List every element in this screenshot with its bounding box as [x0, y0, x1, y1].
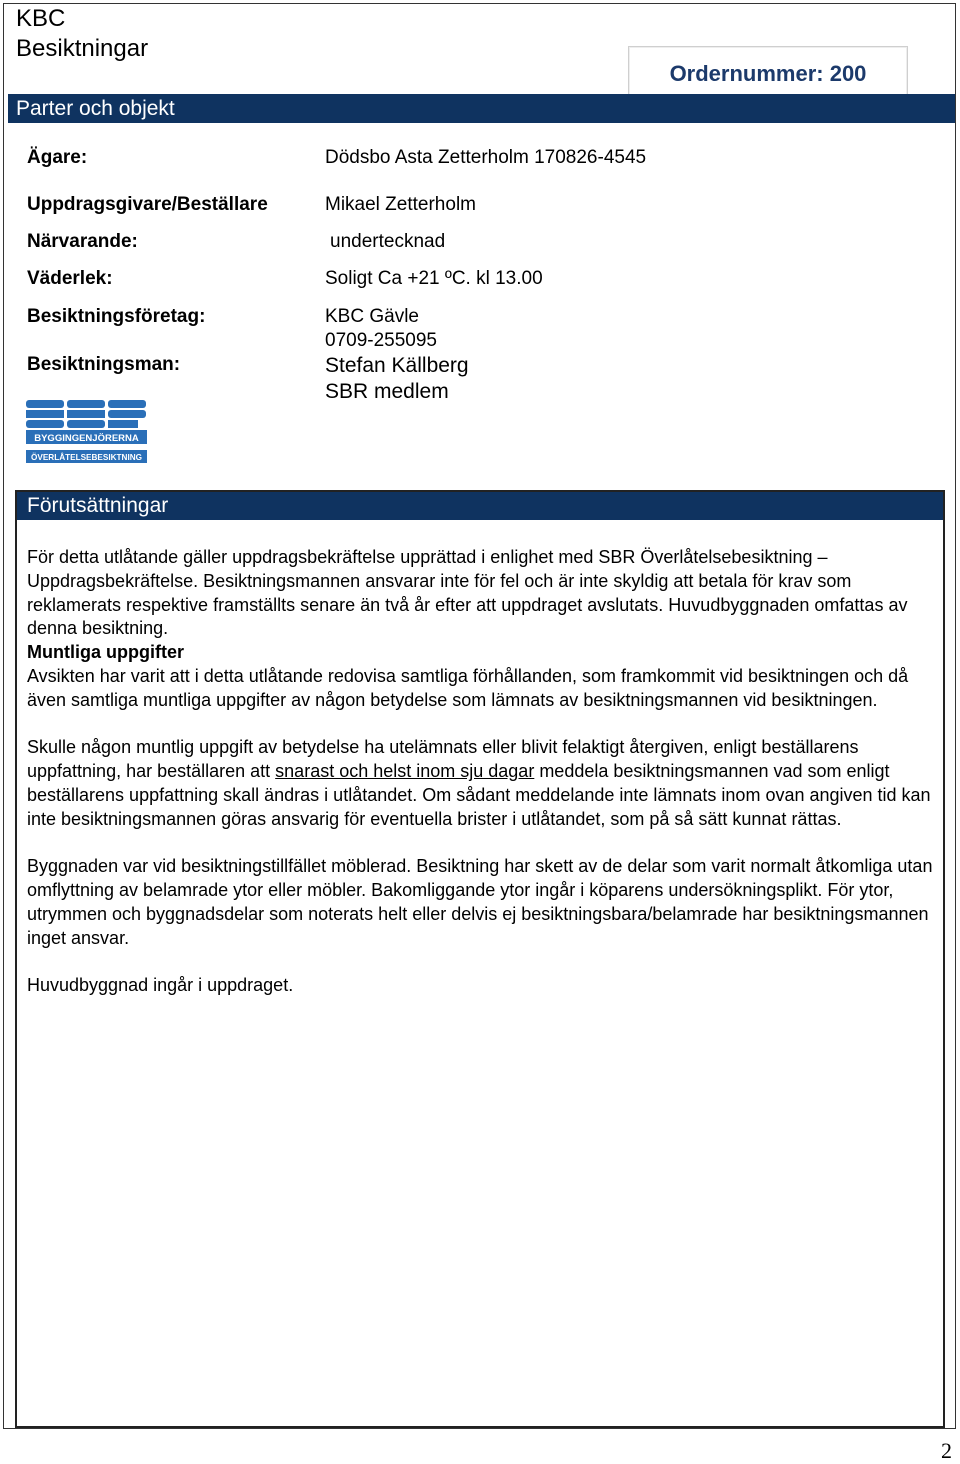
phone-value: 0709-255095 — [325, 330, 437, 351]
section-header-prerequisites — [17, 492, 943, 520]
paragraph-furnishing: Byggnaden var vid besiktningstillfället möblerad. Besiktning har skett av de delar som varit normalt åtkomliga utan omflyttning av belamrade ytor eller möbler. Bakomliggande ytor ingår i köparens undersökningsplikt. För ytor, utrymmen och byggnadsdelar som noterats helt eller delvis ej besiktningsbara/belamrade har besiktningsmannen inget ansvar. — [27, 856, 933, 948]
company-header — [16, 4, 148, 64]
paragraph-omissions-b: meddela besiktningsmannen vad som enligt beställarens uppfattning skall ändras i utlåtandet. Om sådant meddelande inte lämnats inom ovan angiven tid kan inte besiktningsmannen göras ansvarig för eventuella brister i utlåtandet, som på så sätt kunnat rättas. — [27, 761, 931, 829]
sbr-logo — [26, 400, 147, 464]
present-value: undertecknad — [330, 231, 446, 252]
sbr-logo-line2: ÖVERLÅTELSEBESIKTNING — [31, 453, 142, 462]
membership-value: SBR medlem — [325, 380, 449, 403]
section-title-parties: Parter och objekt — [16, 97, 175, 120]
order-number: Ordernummer: 200 — [669, 61, 867, 86]
inspection-company-label: Besiktningsföretag: — [27, 306, 206, 327]
inspector-label: Besiktningsman: — [27, 354, 181, 375]
sbr-logo-line1: BYGGINGENJÖRERNA — [34, 433, 139, 444]
inspection-company-value: KBC Gävle — [325, 306, 419, 327]
prerequisites-body — [27, 546, 939, 1022]
company-name: KBC — [16, 5, 66, 32]
inspector-value: Stefan Källberg — [325, 354, 469, 377]
owner-label: Ägare: — [27, 147, 88, 168]
paragraph-omissions-a: Skulle någon muntlig uppgift av betydelse ha utelämnats eller blivit felaktigt återgiven, enligt beställarens uppfattning, har beställaren att — [27, 737, 859, 782]
client-label: Uppdragsgivare/Beställare — [27, 194, 268, 215]
page-number: 2 — [941, 1438, 952, 1463]
weather-label: Väderlek: — [27, 268, 113, 289]
paragraph-omissions — [27, 736, 939, 831]
present-label: Närvarande: — [27, 231, 138, 252]
paragraph-confirmation: För detta utlåtande gäller uppdragsbekräftelse upprättad i enlighet med SBR Överlåtelsebesiktning – Uppdragsbekräftelse. Besiktningsmannen ansvarar inte för fel och är inte skyldig att betala för krav som reklamerats respektive framställts senare än två år efter att uppdraget avslutats. Huvudbyggnaden omfattas av denna besiktning. — [27, 547, 908, 639]
section-title-prerequisites: Förutsättningar — [27, 494, 169, 517]
oral-information-heading: Muntliga uppgifter — [27, 642, 184, 663]
paragraph-oral-information: Avsikten har varit att i detta utlåtande redovisa samtliga förhållanden, som framkommit vid besiktningen och då även samtliga muntliga uppgifter av någon betydelse som lämnats av besiktningsmannen vid besiktningen. — [27, 665, 909, 710]
owner-value: Dödsbo Asta Zetterholm 170826-4545 — [325, 147, 647, 168]
paragraph-main-building: Huvudbyggnad ingår i uppdraget. — [27, 975, 294, 996]
section-header-parties — [8, 94, 955, 123]
document-title: Besiktningar — [16, 35, 149, 62]
client-value: Mikael Zetterholm — [325, 194, 476, 215]
weather-value: Soligt Ca +21 ºC. kl 13.00 — [325, 268, 543, 289]
paragraph-omissions-deadline: snarast och helst inom sju dagar — [275, 761, 535, 782]
